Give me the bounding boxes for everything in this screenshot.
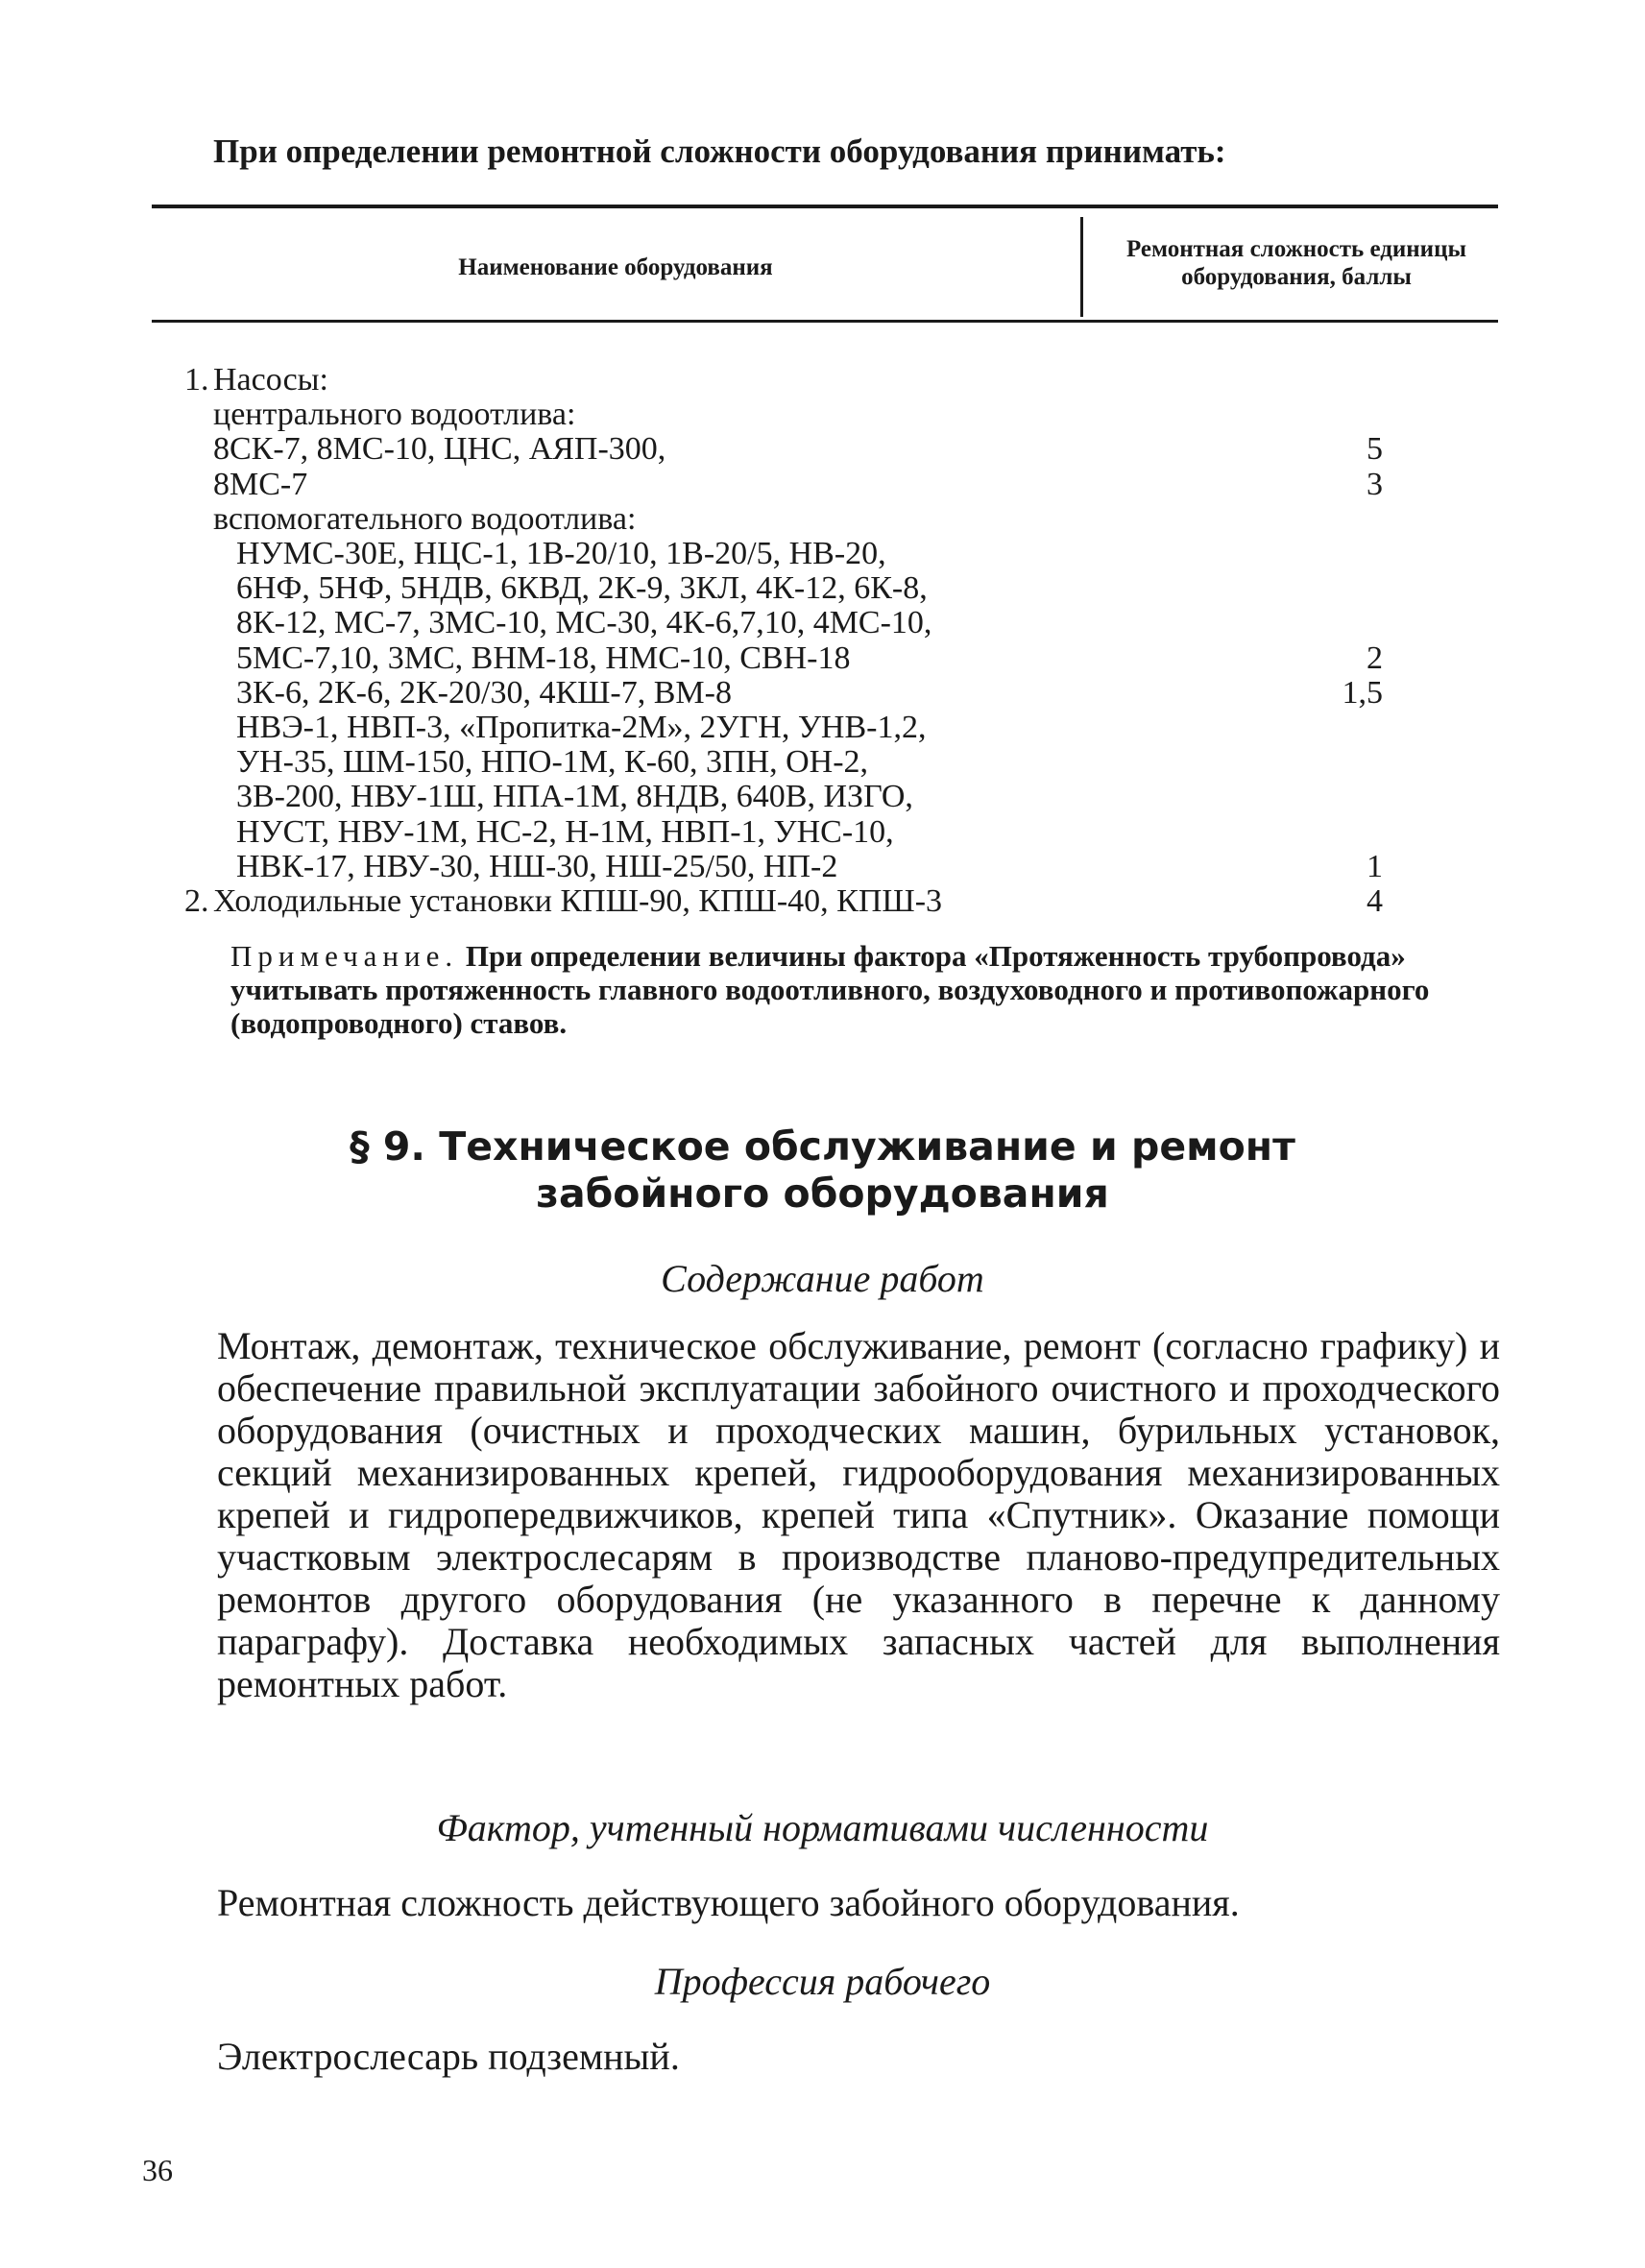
row-complexity-value: 2 — [1367, 639, 1383, 676]
row-equipment-name: УН-35, ШМ-150, НПО-1М, К-60, 3ПН, ОН-2, — [236, 744, 869, 781]
row-complexity-value: 1 — [1367, 848, 1383, 884]
table-row — [0, 432, 1645, 467]
row-equipment-name: 3В-200, НВУ-1Ш, НПА-1М, 8НДВ, 640В, ИЗГО, — [236, 779, 913, 815]
factor-text: Ремонтная сложность действующего забойного оборудования. — [217, 1881, 1240, 1924]
page-number: 36 — [142, 2153, 173, 2187]
row-equipment-name: Холодильные установки КПШ-90, КПШ-40, КПШ-3 — [213, 883, 943, 919]
table-row — [0, 641, 1645, 676]
table-row — [0, 745, 1645, 780]
row-equipment-name: 5МС-7,10, 3МС, ВНМ-18, НМС-10, СВН-18 — [236, 639, 851, 676]
table-row — [0, 676, 1645, 711]
column-header-complexity: Ремонтная сложность единицы оборудования, баллы — [1125, 236, 1467, 290]
column-header-equipment: Наименование оборудования — [458, 254, 773, 280]
row-equipment-name: 8К-12, МС-7, 3МС-10, МС-30, 4К-6,7,10, 4МС-10, — [236, 605, 932, 641]
row-complexity-value: 3 — [1367, 466, 1383, 502]
table-row — [0, 884, 1645, 919]
table-row — [0, 780, 1645, 814]
table-row — [0, 850, 1645, 884]
row-complexity-value: 5 — [1367, 431, 1383, 468]
table-top-rule — [152, 205, 1498, 208]
row-equipment-name: 3К-6, 2К-6, 2К-20/30, 4КШ-7, ВМ-8 — [236, 674, 732, 711]
row-equipment-name: НУМС-30Е, НЦС-1, 1В-20/10, 1В-20/5, НВ-20, — [236, 536, 886, 571]
table-row — [0, 468, 1645, 502]
row-equipment-name: вспомогательного водоотлива: — [213, 500, 637, 537]
table-header-rule — [152, 320, 1498, 323]
table-row — [0, 537, 1645, 571]
table-row — [0, 398, 1645, 432]
row-equipment-name: 8МС-7 — [213, 466, 308, 502]
section-heading-line1: § 9. Техническое обслуживание и ремонт — [350, 1123, 1295, 1170]
section-heading-line2: забойного оборудования — [536, 1170, 1109, 1217]
table-row — [0, 711, 1645, 745]
column-divider — [1080, 217, 1083, 317]
profession-text: Электрослесарь подземный. — [217, 2035, 680, 2078]
profession-title: Профессия рабочего — [654, 1960, 991, 2003]
table-row — [0, 502, 1645, 537]
table-row — [0, 571, 1645, 606]
content-paragraph: Монтаж, демонтаж, техническое обслуживание, ремонт (согласно графику) и обеспечение правильной эксплуатации забойного очистного и проходческого оборудования (очистных и проходческих машин, бурильных установок, секций механизированных крепей, гидрооборудования механизированных крепей и гидропередвижчиков, крепей типа «Спутник». Оказание помощи участковым электрослесарям в производстве планово-предупредительных ремонтов другого оборудования (не указанного в перечне к данному параграфу). Доставка необходимых запасных частей для выполнения ремонтных работ. — [217, 1324, 1500, 1705]
row-equipment-name: НВЭ-1, НВП-3, «Пропитка-2М», 2УГН, УНВ-1,2, — [236, 710, 927, 745]
row-equipment-name: 6НФ, 5НФ, 5НДВ, 6КВД, 2К-9, 3КЛ, 4К-12, 6К-8, — [236, 570, 928, 607]
table-row — [0, 815, 1645, 850]
content-title: Содержание работ — [661, 1257, 984, 1300]
row-number: 2. — [184, 883, 209, 919]
factor-title: Фактор, учтенный нормативами численности — [436, 1806, 1209, 1849]
note-text: При определении величины фактора «Протяженность трубопровода» учитывать протяженность главного водоотливного, воздуховодного и противопожарного (водопроводного) ставов. — [230, 939, 1430, 1040]
row-equipment-name: 8СК-7, 8МС-10, ЦНС, АЯП-300, — [213, 431, 666, 468]
row-complexity-value: 1,5 — [1342, 674, 1383, 711]
note-label: Примечание. — [230, 939, 459, 973]
table-intro: При определении ремонтной сложности оборудования принимать: — [213, 133, 1226, 170]
table-note — [230, 939, 1498, 1040]
row-equipment-name: НВК-17, НВУ-30, НШ-30, НШ-25/50, НП-2 — [236, 848, 838, 884]
row-complexity-value: 4 — [1367, 883, 1383, 919]
section-heading — [154, 1123, 1491, 1218]
row-equipment-name: центрального водоотлива: — [213, 397, 576, 433]
row-number: 1. — [184, 362, 209, 398]
table-row — [0, 363, 1645, 398]
row-equipment-name: Насосы: — [213, 362, 328, 398]
table-row — [0, 606, 1645, 640]
row-equipment-name: НУСТ, НВУ-1М, НС-2, Н-1М, НВП-1, УНС-10, — [236, 813, 894, 850]
